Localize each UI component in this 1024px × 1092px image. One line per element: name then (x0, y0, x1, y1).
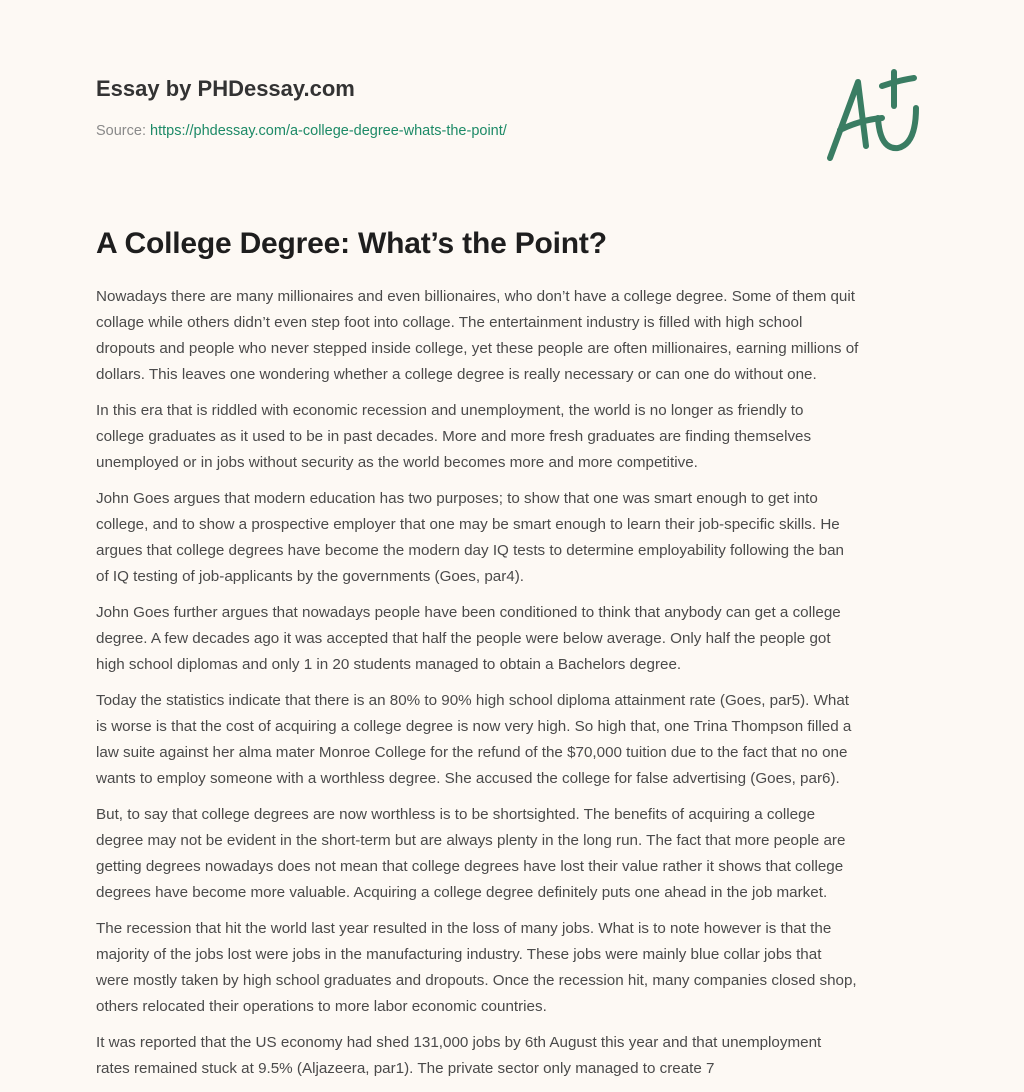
paragraph-line: rates remained stuck at 9.5% (Aljazeera, par1). The private sector only managed to create 7 (96, 1060, 715, 1077)
paragraph-line: getting degrees nowadays does not mean that college degrees have lost their value rather it shows that college (96, 858, 844, 875)
paragraph-line: It was reported that the US economy had shed 131,000 jobs by 6th August this year and that unemployment (96, 1034, 822, 1051)
essay-paragraph (96, 916, 936, 1020)
paragraph-line: is worse is that the cost of acquiring a college degree is now very high. So high that, one Trina Thompson filled a (96, 718, 852, 735)
paragraph-line: wants to employ someone with a worthless degree. She accused the college for false advertising (Goes, par6). (96, 770, 840, 787)
source-link[interactable]: https://phdessay.com/a-college-degree-whats-the-point/ (150, 123, 507, 139)
paragraph-line: college, and to show a prospective employer that one may be smart enough to learn their job-specific skills. He (96, 516, 840, 533)
a-plus-logo-icon (820, 68, 930, 168)
paragraph-line: But, to say that college degrees are now worthless is to be shortsighted. The benefits of acquiring a college (96, 806, 816, 823)
paragraph-line: dropouts and people who never stepped inside college, yet these people are often millionaires, earning millions of (96, 340, 859, 357)
paragraph-line: were mostly taken by high school graduates and dropouts. Once the recession hit, many companies closed shop, (96, 972, 857, 989)
essay-body (96, 284, 936, 1092)
paragraph-line: Nowadays there are many millionaires and even billionaires, who don’t have a college degree. Some of them quit (96, 288, 855, 305)
essay-title: A College Degree: What’s the Point? (96, 227, 607, 260)
essay-paragraph (96, 802, 936, 906)
source-label: Source: (96, 123, 146, 139)
paragraph-line: Today the statistics indicate that there is an 80% to 90% high school diploma attainment rate (Goes, par5). What (96, 692, 850, 709)
site-title: Essay by PHDessay.com (96, 76, 355, 101)
essay-paragraph (96, 600, 936, 678)
essay-paragraph (96, 1030, 936, 1082)
paragraph-line: high school diplomas and only 1 in 20 students managed to obtain a Bachelors degree. (96, 656, 682, 673)
paragraph-line: degree may not be evident in the short-term but are always plenty in the long run. The fact that more people are (96, 832, 846, 849)
paragraph-line: John Goes further argues that nowadays people have been conditioned to think that anybody can get a college (96, 604, 841, 621)
paragraph-line: argues that college degrees have become the modern day IQ tests to determine employability following the ban (96, 542, 844, 559)
essay-paragraph (96, 486, 936, 590)
essay-paragraph (96, 398, 936, 476)
paragraph-line: college graduates as it used to be in past decades. More and more fresh graduates are finding themselves (96, 428, 812, 445)
paragraph-line: degrees have become more valuable. Acquiring a college degree definitely puts one ahead in the job market. (96, 884, 828, 901)
paragraph-line: collage while others didn’t even step foot into collage. The entertainment industry is filled with high school (96, 314, 803, 331)
paragraph-line: others relocated their operations to more labor economic countries. (96, 998, 547, 1015)
paragraph-line: law suite against her alma mater Monroe College for the refund of the $70,000 tuition due to the fact that no one (96, 744, 848, 761)
paragraph-line: The recession that hit the world last year resulted in the loss of many jobs. What is to note however is that the (96, 920, 832, 937)
paragraph-line: dollars. This leaves one wondering whether a college degree is really necessary or can one do without one. (96, 366, 817, 383)
source-line (96, 123, 507, 139)
essay-paragraph (96, 688, 936, 792)
paragraph-line: degree. A few decades ago it was accepted that half the people were below average. Only half the people got (96, 630, 831, 647)
essay-paragraph (96, 284, 936, 388)
paragraph-line: In this era that is riddled with economic recession and unemployment, the world is no longer as friendly to (96, 402, 804, 419)
paragraph-line: majority of the jobs lost were jobs in the manufacturing industry. These jobs were mainly blue collar jobs that (96, 946, 822, 963)
paragraph-line: of IQ testing of job-applicants by the governments (Goes, par4). (96, 568, 525, 585)
paragraph-line: John Goes argues that modern education has two purposes; to show that one was smart enough to get into (96, 490, 818, 507)
paragraph-line: unemployed or in jobs without security as the world becomes more and more competitive. (96, 454, 698, 471)
